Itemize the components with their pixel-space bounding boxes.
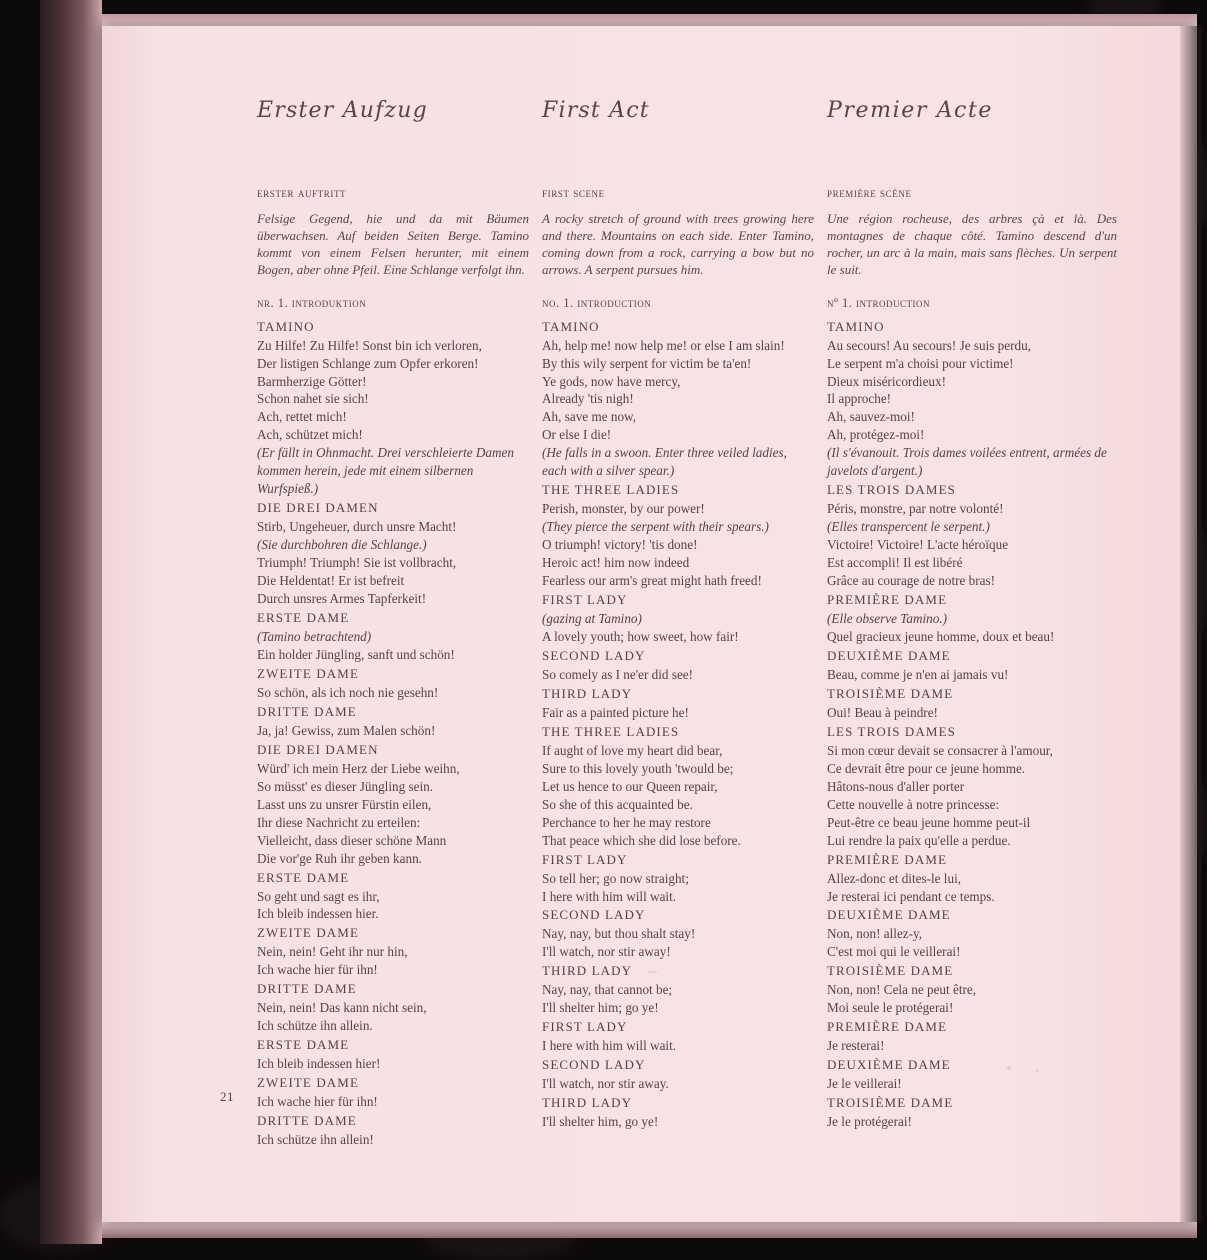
speech-lines [257, 684, 529, 702]
speech-line: So she of this acquainted be. [542, 796, 693, 812]
speech-line: Perchance to her he may restore [542, 814, 711, 830]
speaker-label: THE THREE LADIES [542, 723, 680, 739]
speech-line: Ah, sauvez-moi! [827, 409, 915, 425]
speech-block [827, 482, 1117, 590]
speaker-label: TAMINO [542, 318, 600, 334]
speaker-label: LES TROIS DAMES [827, 482, 956, 498]
speech-block [827, 724, 1117, 850]
speech-lines [542, 925, 814, 961]
speech-line: Si mon cœur devait se consacrer à l'amour, [827, 742, 1053, 758]
speech-line: Würd' ich mein Herz der Liebe weihn, [257, 760, 460, 776]
page-number: 21 [220, 1089, 234, 1104]
speech-line: Oui! Beau à peindre! [827, 704, 938, 720]
speech-line: Ein holder Jüngling, sanft und schön! [257, 646, 455, 662]
speech-line: So müsst' es dieser Jüngling sein. [257, 778, 434, 794]
speech-lines [827, 500, 1117, 590]
column-english [542, 98, 814, 1133]
speech-block [542, 852, 814, 906]
speech-line: Lasst uns zu unsrer Fürstin eilen, [257, 796, 432, 812]
speech-lines [257, 722, 529, 740]
speech-lines [257, 1055, 529, 1073]
column-german [257, 98, 529, 1151]
speech-line: Ja, ja! Gewiss, zum Malen schön! [257, 722, 436, 738]
speech-line: Ihr diese Nachricht zu erteilen: [257, 814, 421, 830]
speech-line: Moi seule le protégerai! [827, 1000, 954, 1016]
speech-block [827, 1057, 1117, 1093]
speech-line: Nay, nay, that cannot be; [542, 982, 673, 998]
number-head-english: no. 1. introduction [542, 295, 652, 310]
speaker-label: ERSTE DAME [257, 1037, 350, 1053]
speech-line: Peut-être ce beau jeune homme peut-il [827, 814, 1031, 830]
speech-block [257, 319, 529, 499]
speech-line: Lui rendre la paix qu'elle a perdue. [827, 832, 1011, 848]
speech-block [257, 742, 529, 868]
speaker-label: DIE DREI DAMEN [257, 741, 379, 757]
speech-line: Ah, help me! now help me! or else I am slain! [542, 337, 785, 353]
speech-line: Ich wache hier für ihn! [257, 1094, 378, 1110]
speech-block [257, 704, 529, 740]
speech-block [827, 1019, 1117, 1055]
speech-line: A lovely youth; how sweet, how fair! [542, 628, 739, 644]
speaker-label: ZWEITE DAME [257, 665, 359, 681]
speech-block [827, 852, 1117, 906]
speech-line: So geht und sagt es ihr, [257, 888, 380, 904]
speech-line: Ich wache hier für ihn! [257, 962, 378, 978]
speech-line: Ach, schützet mich! [257, 427, 363, 443]
speech-block [257, 1037, 529, 1073]
speech-block [542, 482, 814, 590]
number-head-french: nº 1. introduction [827, 295, 930, 310]
speech-line: Already 'tis nigh! [542, 391, 634, 407]
speech-line: Grâce au courage de notre bras! [827, 573, 996, 589]
speech-line: Triumph! Triumph! Sie ist vollbracht, [257, 555, 457, 571]
speaker-label: DRITTE DAME [257, 703, 357, 719]
speech-line: Nay, nay, but thou shalt stay! [542, 926, 696, 942]
speaker-label: SECOND LADY [542, 907, 646, 923]
speech-block [827, 686, 1117, 722]
speech-block [257, 500, 529, 608]
speaker-label: PREMIÈRE DAME [827, 592, 948, 608]
speech-block [257, 1075, 529, 1111]
stage-direction-german: Felsige Gegend, hie und da mit Bäumen überwachsen. Auf beiden Seiten Berge. Tamino kommt von einem Felsen herunter, mit einem Bogen, aber ohne Pfeil. Eine Schlange verfolgt ihn. [257, 211, 529, 278]
speaker-label: THIRD LADY [542, 685, 633, 701]
speaker-label: FIRST LADY [542, 592, 628, 608]
speech-block [827, 592, 1117, 646]
speech-lines [542, 1037, 814, 1055]
scene-head-german: erster auftritt [257, 185, 347, 200]
speech-lines [542, 1075, 814, 1093]
speech-block [542, 724, 814, 850]
speech-line: O triumph! victory! 'tis done! [542, 537, 698, 553]
book-gutter [40, 0, 102, 1244]
speaker-label: DEUXIÈME DAME [827, 647, 951, 663]
speech-line: Ach, rettet mich! [257, 409, 347, 425]
speech-lines [827, 925, 1117, 961]
speech-line: Cette nouvelle à notre princesse: [827, 796, 1000, 812]
speaker-label: DRITTE DAME [257, 981, 357, 997]
scene-head-english: first scene [542, 185, 605, 200]
speech-block [827, 907, 1117, 961]
speech-line: I here with him will wait. [542, 888, 677, 904]
number-head-german: nr. 1. introduktion [257, 295, 367, 310]
speech-lines [257, 888, 529, 924]
speech-line: Nein, nein! Geht ihr nur hin, [257, 944, 408, 960]
speaker-label: DEUXIÈME DAME [827, 1057, 951, 1073]
speech-block [827, 648, 1117, 684]
speech-lines [542, 666, 814, 684]
speech-lines [542, 981, 814, 1017]
inline-stage-direction: (Tamino betrachtend) [257, 628, 372, 644]
speech-line: Allez-donc et dites-le lui, [827, 870, 962, 886]
speech-line: Ich schütze ihn allein! [257, 1132, 374, 1148]
speech-block [257, 610, 529, 664]
speech-line: Perish, monster, by our power! [542, 501, 705, 517]
speech-lines [827, 981, 1117, 1017]
speech-lines [257, 943, 529, 979]
speech-line: Schon nahet sie sich! [257, 391, 369, 407]
speech-line: I'll watch, nor stir away! [542, 944, 671, 960]
speech-lines [827, 666, 1117, 684]
speech-line: Au secours! Au secours! Je suis perdu, [827, 337, 1031, 353]
speech-line: Ich schütze ihn allein. [257, 1018, 373, 1034]
speech-line: Ich bleib indessen hier. [257, 906, 379, 922]
speech-line: Ich bleib indessen hier! [257, 1056, 381, 1072]
act-title-english: First Act [542, 98, 650, 123]
speech-line: Ye gods, now have mercy, [542, 373, 681, 389]
speech-lines [827, 742, 1117, 850]
speaker-label: ERSTE DAME [257, 869, 350, 885]
stage-direction-english: A rocky stretch of ground with trees growing here and there. Mountains on each side. Enter Tamino, coming down from a rock, carrying a bow but no arrows. A serpent pursues him. [542, 211, 814, 278]
inline-stage-direction: (Il s'évanouit. Trois dames voilées entrent, armées de javelots d'argent.) [827, 445, 1107, 479]
speaker-label: ZWEITE DAME [257, 925, 359, 941]
speech-line: Heroic act! him now indeed [542, 555, 690, 571]
speech-block [257, 666, 529, 702]
speaker-label: TAMINO [257, 318, 315, 334]
speech-block [542, 1057, 814, 1093]
speech-lines [542, 870, 814, 906]
speech-lines [257, 760, 529, 868]
speech-line: Péris, monstre, par notre volonté! [827, 501, 1004, 517]
speech-lines [827, 1037, 1117, 1055]
speech-line: Vielleicht, dass dieser schöne Mann [257, 832, 447, 848]
speech-block [542, 319, 814, 481]
speech-lines [542, 610, 814, 646]
speech-lines [827, 704, 1117, 722]
inline-stage-direction: (Elles transpercent le serpent.) [827, 519, 990, 535]
speech-line: So comely as I ne'er did see! [542, 666, 694, 682]
speaker-label: DEUXIÈME DAME [827, 907, 951, 923]
speaker-label: TAMINO [827, 318, 885, 334]
speech-line: Or else I die! [542, 427, 612, 443]
speaker-label: SECOND LADY [542, 1057, 646, 1073]
speech-line: By this wily serpent for victim be ta'en! [542, 355, 752, 371]
speaker-label: FIRST LADY [542, 1019, 628, 1035]
inline-stage-direction: (Er fällt in Ohnmacht. Drei verschleierte Damen kommen herein, jede mit einem silbernen Wurfspieß.) [257, 445, 514, 497]
speech-lines [257, 1131, 529, 1149]
speech-block [542, 592, 814, 646]
speech-block [257, 925, 529, 979]
speech-line: Je le veillerai! [827, 1076, 902, 1092]
speech-line: Hâtons-nous d'aller porter [827, 778, 965, 794]
speech-block [257, 870, 529, 924]
speaker-label: TROISIÈME DAME [827, 685, 954, 701]
speech-lines [827, 610, 1117, 646]
speech-line: Il approche! [827, 391, 892, 407]
speech-line: Durch unsres Armes Tapferkeit! [257, 591, 427, 607]
speech-line: Non, non! Cela ne peut être, [827, 982, 977, 998]
speech-lines [827, 870, 1117, 906]
speaker-label: TROISIÈME DAME [827, 1095, 954, 1111]
speech-line: I'll watch, nor stir away. [542, 1076, 669, 1092]
text-columns [102, 26, 1197, 1222]
speech-line: C'est moi qui le veillerai! [827, 944, 961, 960]
speech-lines [542, 704, 814, 722]
speech-lines [542, 1113, 814, 1131]
column-french [827, 98, 1117, 1133]
speaker-label: THIRD LADY [542, 1095, 633, 1111]
stage-direction-french: Une région rocheuse, des arbres çà et là. Des montagnes de chaque côté. Tamino descend d'un rocher, un arc à la main, mais sans flèches. Un serpent le suit. [827, 211, 1117, 278]
speech-line: Barmherzige Götter! [257, 373, 367, 389]
speech-lines [827, 1113, 1117, 1131]
speech-line: Ah, protégez-moi! [827, 427, 925, 443]
speech-line: Zu Hilfe! Zu Hilfe! Sonst bin ich verloren, [257, 337, 482, 353]
speech-line: Fair as a painted picture he! [542, 704, 689, 720]
speech-block [542, 1095, 814, 1131]
speech-line: If aught of love my heart did bear, [542, 742, 723, 758]
speech-line: Non, non! allez-y, [827, 926, 923, 942]
speech-line: Sure to this lovely youth 'twould be; [542, 760, 734, 776]
open-book [40, 0, 1207, 1244]
speech-line: Stirb, Ungeheuer, durch unsre Macht! [257, 519, 457, 535]
speech-lines [827, 1075, 1117, 1093]
speech-line: Je resterai! [827, 1038, 885, 1054]
speaker-label: LES TROIS DAMES [827, 723, 956, 739]
speech-line: Die Heldentat! Er ist befreit [257, 573, 405, 589]
speech-block [257, 1113, 529, 1149]
speech-lines [542, 500, 814, 590]
speech-line: I'll shelter him; go ye! [542, 1000, 659, 1016]
inline-stage-direction: (He falls in a swoon. Enter three veiled ladies, each with a silver spear.) [542, 445, 787, 479]
speech-line: So tell her; go now straight; [542, 870, 689, 886]
speech-line: I'll shelter him, go ye! [542, 1114, 659, 1130]
speech-line: Der listigen Schlange zum Opfer erkoren! [257, 355, 479, 371]
speech-line: So schön, als ich noch nie gesehn! [257, 684, 439, 700]
scene-head-french: première scène [827, 185, 912, 200]
inline-stage-direction: (Sie durchbohren die Schlange.) [257, 537, 427, 553]
speaker-label: PREMIÈRE DAME [827, 851, 948, 867]
speech-block [542, 1019, 814, 1055]
act-title-german: Erster Aufzug [257, 98, 428, 123]
speech-block [542, 686, 814, 722]
speaker-label: THIRD LADY [542, 963, 633, 979]
speaker-label: FIRST LADY [542, 851, 628, 867]
speech-line: Ah, save me now, [542, 409, 636, 425]
speech-line: Quel gracieux jeune homme, doux et beau! [827, 628, 1055, 644]
inline-stage-direction: (Elle observe Tamino.) [827, 611, 948, 627]
speech-block [542, 648, 814, 684]
speech-line: Le serpent m'a choisi pour victime! [827, 355, 1014, 371]
speaker-label: DRITTE DAME [257, 1113, 357, 1129]
speech-line: Fearless our arm's great might hath freed! [542, 573, 762, 589]
speech-block [542, 963, 814, 1017]
speaker-label: TROISIÈME DAME [827, 963, 954, 979]
speaker-label: THE THREE LADIES [542, 482, 680, 498]
speech-lines [257, 999, 529, 1035]
speech-block [542, 907, 814, 961]
speech-lines [257, 337, 529, 499]
speaker-label: SECOND LADY [542, 647, 646, 663]
speech-line: Beau, comme je n'en ai jamais vu! [827, 666, 1009, 682]
inline-stage-direction: (gazing at Tamino) [542, 611, 642, 627]
speech-block [827, 319, 1117, 481]
speech-line: Je le protégerai! [827, 1114, 912, 1130]
speech-lines [257, 518, 529, 608]
book-page [102, 26, 1197, 1222]
speech-lines [257, 628, 529, 664]
speech-line: Let us hence to our Queen repair, [542, 778, 718, 794]
speech-line: Die vor'ge Ruh ihr geben kann. [257, 850, 422, 866]
speech-lines [827, 337, 1117, 481]
speech-line: Dieux miséricordieux! [827, 373, 947, 389]
speech-line: Ce devrait être pour ce jeune homme. [827, 760, 1026, 776]
speaker-label: ERSTE DAME [257, 609, 350, 625]
speech-line: Est accompli! Il est libéré [827, 555, 963, 571]
page-right-shadow [1180, 26, 1202, 1222]
speech-line: Victoire! Victoire! L'acte héroïque [827, 537, 1009, 553]
speech-line: That peace which she did lose before. [542, 832, 741, 848]
speech-lines [542, 337, 814, 481]
speech-block [257, 981, 529, 1035]
speech-line: I here with him will wait. [542, 1038, 677, 1054]
speaker-label: PREMIÈRE DAME [827, 1019, 948, 1035]
inline-stage-direction: (They pierce the serpent with their spears.) [542, 519, 769, 535]
speech-lines [542, 742, 814, 850]
speech-line: Nein, nein! Das kann nicht sein, [257, 1000, 427, 1016]
speaker-label: ZWEITE DAME [257, 1075, 359, 1091]
act-title-french: Premier Acte [827, 98, 994, 123]
speech-block [827, 1095, 1117, 1131]
page-edge-bottom [102, 1222, 1197, 1238]
speech-lines [257, 1093, 529, 1111]
speech-block [827, 963, 1117, 1017]
speech-line: Je resterai ici pendant ce temps. [827, 888, 995, 904]
speaker-label: DIE DREI DAMEN [257, 500, 379, 516]
